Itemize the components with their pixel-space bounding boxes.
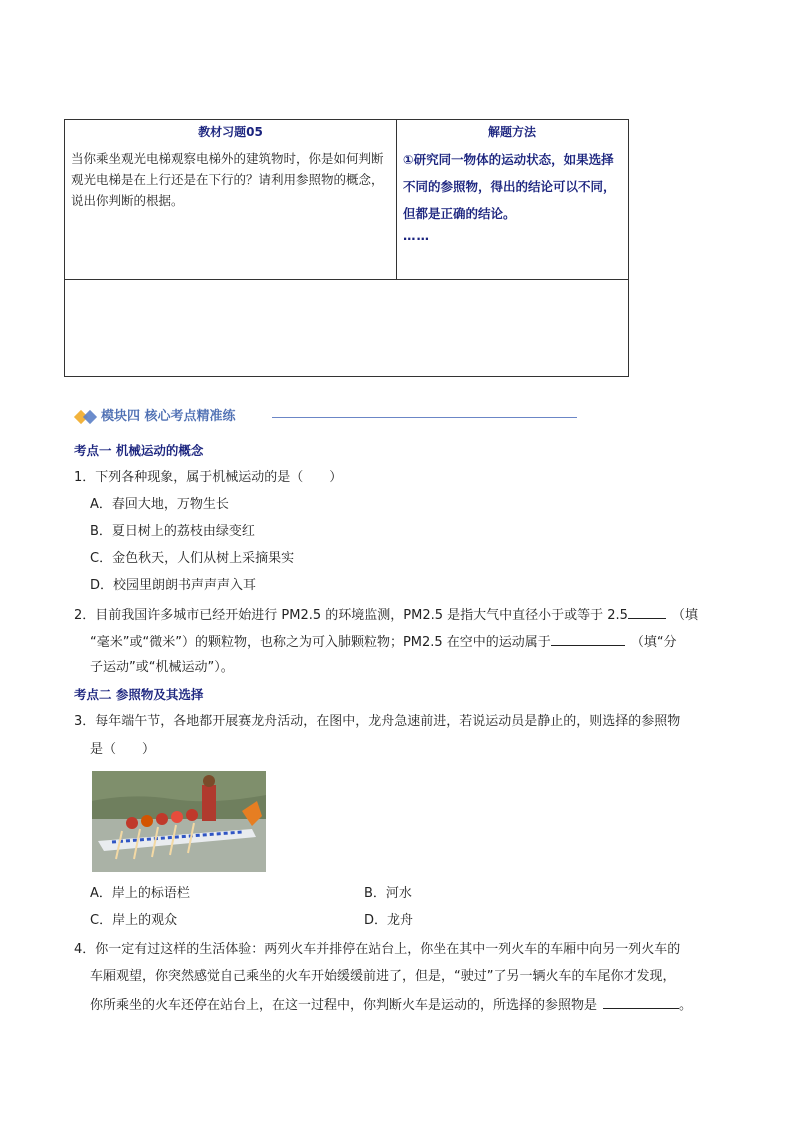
q2-line1-text: 2．目前我国许多城市已经开始进行 PM2.5 的环境监测，PM2.5 是指大气中直径小于或等于 2.5 [74,608,628,623]
q1-option-c: C．金色秋天，人们从树上采摘果实 [90,551,295,566]
q1-option-a: A．春回大地，万物生长 [90,497,229,512]
q3-option-c: C．岸上的观众 [90,913,178,928]
table-divider-horizontal [65,279,628,280]
method-title: 解题方法 [487,125,536,139]
exercise-question: 当你乘坐观光电梯观察电梯外的建筑物时，你是如何判断观光电梯是在上行还是在下行的？请利用参照物的概念，说出你判断的根据。 [71,151,384,208]
q1-stem: 1．下列各种现象，属于机械运动的是（ ） [74,470,343,485]
q4-line2: 车厢观望，你突然感觉自己乘坐的火车开始缓缓前进了，但是，“驶过”了另一辆火车的车尾你才发现， [90,969,676,984]
module-diamond-icon-2 [83,410,97,424]
module-divider [272,417,577,418]
q4-line3-text: 你所乘坐的火车还停在站台上，在这一过程中，你判断火车是运动的，所选择的参照物是 [90,998,598,1013]
q1-option-b: B．夏日树上的荔枝由绿变红 [90,524,255,539]
q3-option-b: B．河水 [364,886,412,901]
q4-line3-end: 。 [679,998,693,1013]
q1-option-d: D．校园里朗朗书声声声入耳 [90,578,257,593]
q4-blank[interactable] [603,994,679,1009]
method-ellipsis: …… [403,228,430,243]
q3-option-d: D．龙舟 [364,913,414,928]
q2-line1-end: （填 [671,608,698,623]
q3-line1: 3．每年端午节，各地都开展赛龙舟活动，在图中，龙舟急速前进，若说运动员是静止的，则选择的参照物 [74,714,681,729]
exercise-table [64,119,629,377]
q2-line2-text: “毫米”或“微米”）的颗粒物，也称之为可入肺颗粒物；PM2.5 在空中的运动属于 [90,635,551,650]
q2-line3: 子运动”或“机械运动”）。 [90,660,234,675]
q2-line2 [90,631,677,653]
table-divider-vertical [396,120,397,279]
q2-blank2[interactable] [551,631,625,646]
q4-line1: 4．你一定有过这样的生活体验：两列火车并排停在站台上，你坐在其中一列火车的车厢中向另一列火车的 [74,942,681,957]
q4-line3 [90,994,692,1016]
method-text: ①研究同一物体的运动状态，如果选择不同的参照物，得出的结论可以不同，但都是正确的结论。 [403,152,616,221]
kp2-title: 考点二 参照物及其选择 [74,687,204,702]
kp1-title: 考点一 机械运动的概念 [74,443,204,458]
module-title: 模块四 核心考点精准练 [101,409,236,424]
exercise-title: 教材习题05 [198,125,263,139]
q2-blank1[interactable] [628,604,666,619]
dragon-boat-photo [92,771,266,872]
q2-line2-end: （填“分 [630,635,677,650]
q3-option-a: A．岸上的标语栏 [90,886,190,901]
q3-line2: 是（ ） [90,742,156,757]
q2-line1 [74,604,698,626]
